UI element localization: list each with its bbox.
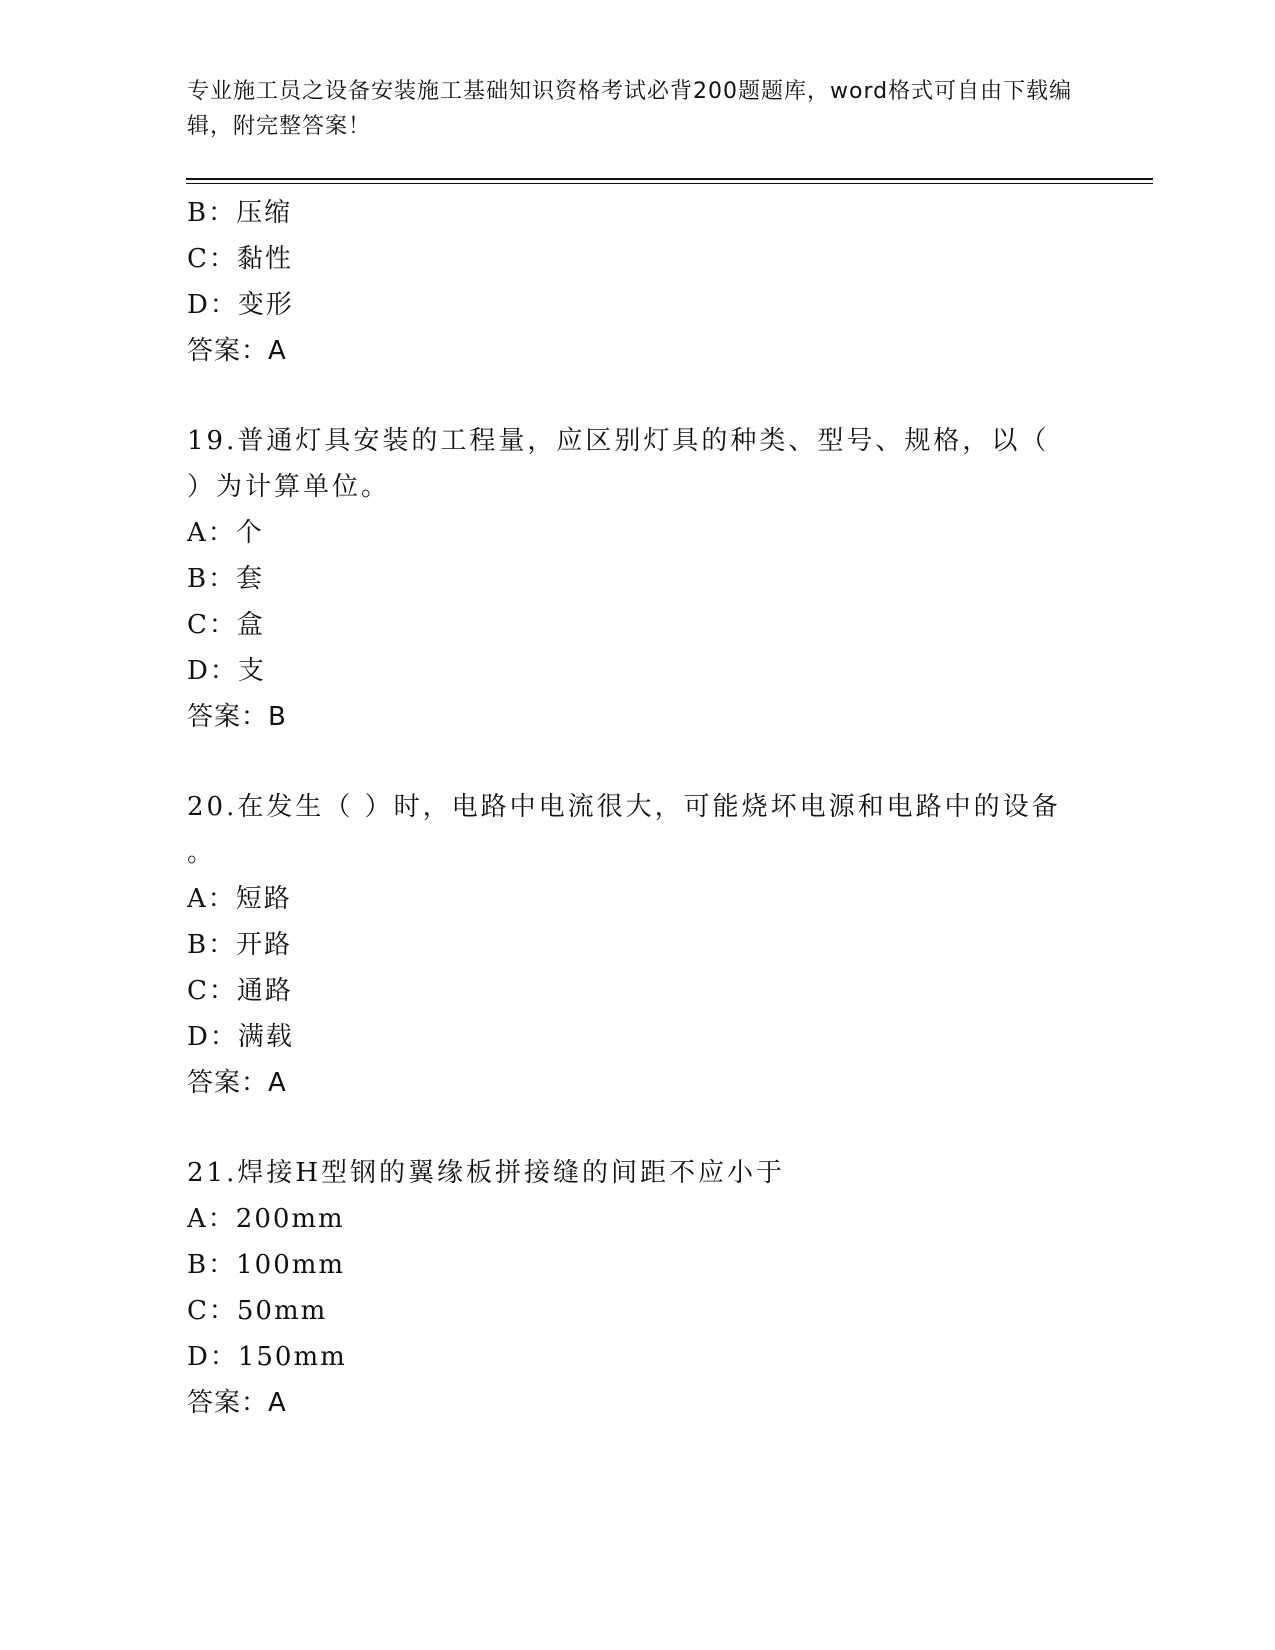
question-text-line: 21.焊接H型钢的翼缘板拼接缝的间距不应小于	[187, 1158, 786, 1188]
question-text-line: 。	[187, 838, 217, 868]
option-b: B：100mm	[187, 1250, 346, 1280]
header-divider-thin	[186, 183, 1153, 184]
answer-line: 答案：B	[187, 702, 287, 732]
option-b: B：开路	[187, 930, 293, 960]
question-text-line: 19.普通灯具安装的工程量，应区别灯具的种类、型号、规格，以（	[187, 426, 1050, 456]
option-b: B：套	[187, 564, 265, 594]
question-text-line: 20.在发生（ ）时，电路中电流很大，可能烧坏电源和电路中的设备	[187, 792, 1061, 822]
option-b: B：压缩	[187, 198, 293, 228]
option-c: C：黏性	[187, 244, 293, 274]
option-c: C：50mm	[187, 1296, 328, 1326]
option-d: D：满载	[187, 1022, 294, 1052]
question-block	[187, 418, 1087, 740]
option-a: A：200mm	[187, 1204, 345, 1234]
option-c: C：通路	[187, 976, 293, 1006]
document-header-title: 专业施工员之设备安装施工基础知识资格考试必背200题题库，word格式可自由下载编辑，附完整答案！	[187, 79, 1073, 139]
answer-line: 答案：A	[187, 1068, 287, 1098]
question-block	[187, 1150, 1087, 1426]
question-block	[187, 784, 1087, 1106]
header-divider-thick	[186, 178, 1153, 180]
option-d: D：变形	[187, 290, 294, 320]
option-a: A：个	[187, 518, 264, 548]
option-d: D：150mm	[187, 1342, 347, 1372]
question-text	[187, 1150, 1087, 1196]
answer-line: 答案：A	[187, 1388, 287, 1418]
question-text	[187, 784, 1087, 876]
option-d: D：支	[187, 656, 266, 686]
answer-line: 答案：A	[187, 336, 287, 366]
question-text	[187, 418, 1087, 510]
option-a: A：短路	[187, 884, 292, 914]
prev-question-block	[187, 190, 1087, 374]
question-text-line: ）为计算单位。	[187, 472, 391, 502]
question-content	[187, 190, 1087, 1426]
option-c: C：盒	[187, 610, 265, 640]
